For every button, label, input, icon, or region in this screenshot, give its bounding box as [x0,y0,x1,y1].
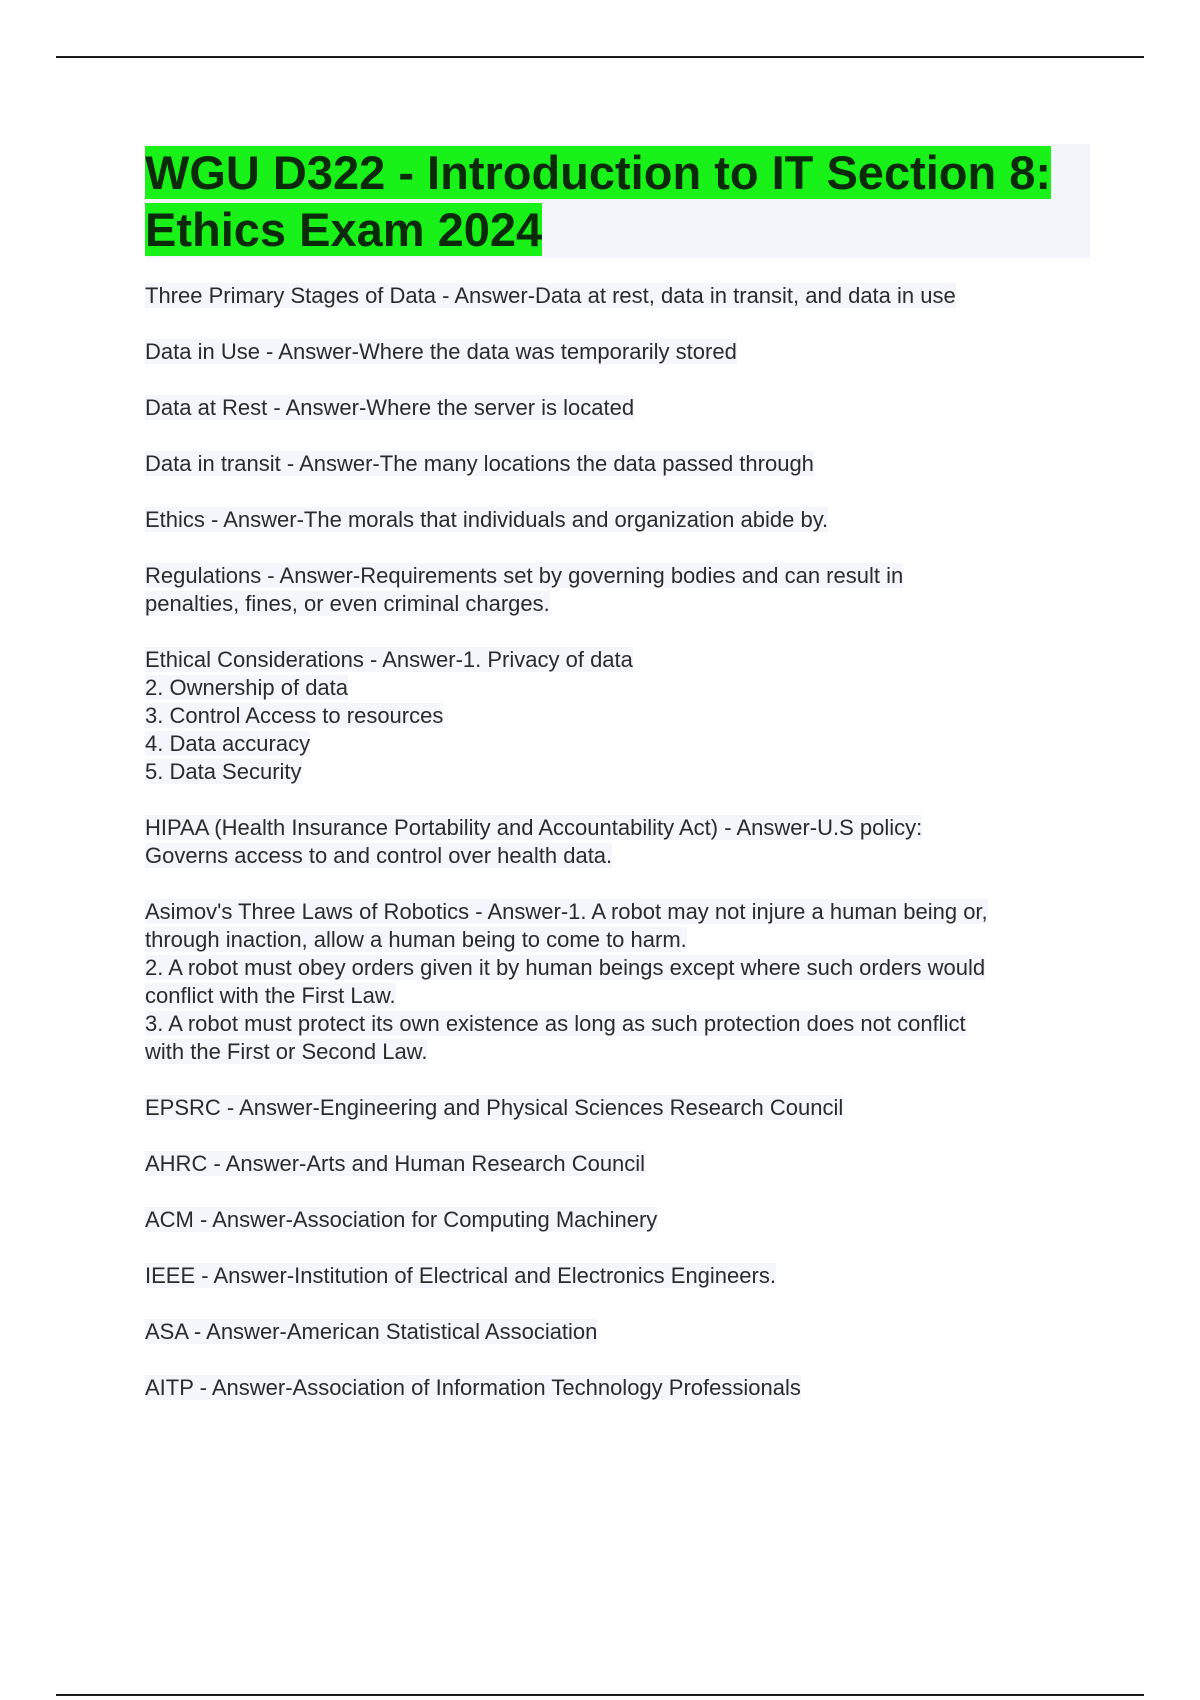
qa-line-text: Ethical Considerations - Answer-1. Privacy of data [145,647,633,672]
qa-list [145,282,1090,1402]
qa-line [145,450,1090,478]
qa-entry [145,338,1090,366]
qa-line [145,282,1090,310]
qa-line-text: AHRC - Answer-Arts and Human Research Council [145,1151,646,1176]
qa-line [145,1206,1090,1234]
qa-line-text: through inaction, allow a human being to come to harm. [145,927,687,952]
qa-line [145,1374,1090,1402]
qa-line [145,1262,1090,1290]
qa-line-text: Governs access to and control over health data. [145,843,613,868]
qa-entry [145,898,1090,1066]
qa-line [145,702,1090,730]
qa-line [145,338,1090,366]
qa-line [145,562,1090,590]
qa-line [145,758,1090,786]
qa-entry [145,562,1090,618]
qa-entry [145,394,1090,422]
qa-line [145,1038,1090,1066]
qa-line-text: penalties, fines, or even criminal charges. [145,591,550,616]
qa-line-text: AITP - Answer-Association of Information Technology Professionals [145,1375,801,1400]
title-line-2: Ethics Exam 2024 [145,203,543,256]
qa-entry [145,1262,1090,1290]
qa-entry [145,1150,1090,1178]
qa-line [145,814,1090,842]
qa-line [145,1150,1090,1178]
qa-line [145,506,1090,534]
qa-line-text: with the First or Second Law. [145,1039,428,1064]
header-rule [56,56,1144,58]
qa-entry [145,814,1090,870]
qa-line-text: IEEE - Answer-Institution of Electrical and Electronics Engineers. [145,1263,776,1288]
qa-line [145,1094,1090,1122]
qa-line-text: 5. Data Security [145,759,302,784]
qa-line [145,1318,1090,1346]
title-line-1: WGU D322 - Introduction to IT Section 8: [145,146,1052,199]
qa-line [145,674,1090,702]
qa-line [145,926,1090,954]
qa-line-text: Data at Rest - Answer-Where the server is located [145,395,635,420]
qa-line-text: 3. A robot must protect its own existence as long as such protection does not conflict [145,1011,966,1036]
qa-line-text: EPSRC - Answer-Engineering and Physical Sciences Research Council [145,1095,844,1120]
qa-entry [145,1206,1090,1234]
qa-line-text: Data in transit - Answer-The many locations the data passed through [145,451,814,476]
qa-line-text: 3. Control Access to resources [145,703,444,728]
qa-line-text: Asimov's Three Laws of Robotics - Answer-1. A robot may not injure a human being or, [145,899,988,924]
title-block [145,144,1090,258]
qa-entry [145,646,1090,786]
qa-entry [145,1374,1090,1402]
document-body [145,144,1090,1430]
qa-line [145,394,1090,422]
qa-line-text: Regulations - Answer-Requirements set by governing bodies and can result in [145,563,904,588]
qa-entry [145,1318,1090,1346]
qa-line [145,842,1090,870]
qa-line [145,1010,1090,1038]
qa-line-text: conflict with the First Law. [145,983,396,1008]
qa-line [145,646,1090,674]
qa-line-text: Data in Use - Answer-Where the data was temporarily stored [145,339,737,364]
qa-line [145,982,1090,1010]
qa-line-text: ASA - Answer-American Statistical Association [145,1319,598,1344]
qa-entry [145,282,1090,310]
qa-entry [145,506,1090,534]
qa-line-text: 4. Data accuracy [145,731,311,756]
qa-line [145,898,1090,926]
qa-entry [145,450,1090,478]
qa-entry [145,1094,1090,1122]
page-title [145,144,1090,258]
qa-line-text: ACM - Answer-Association for Computing Machinery [145,1207,658,1232]
qa-line [145,590,1090,618]
qa-line-text: 2. Ownership of data [145,675,349,700]
footer-rule [56,1694,1144,1696]
qa-line-text: Ethics - Answer-The morals that individuals and organization abide by. [145,507,829,532]
qa-line [145,954,1090,982]
qa-line [145,730,1090,758]
qa-line-text: HIPAA (Health Insurance Portability and Accountability Act) - Answer-U.S policy: [145,815,923,840]
qa-line-text: Three Primary Stages of Data - Answer-Data at rest, data in transit, and data in use [145,283,956,308]
qa-line-text: 2. A robot must obey orders given it by human beings except where such orders would [145,955,986,980]
